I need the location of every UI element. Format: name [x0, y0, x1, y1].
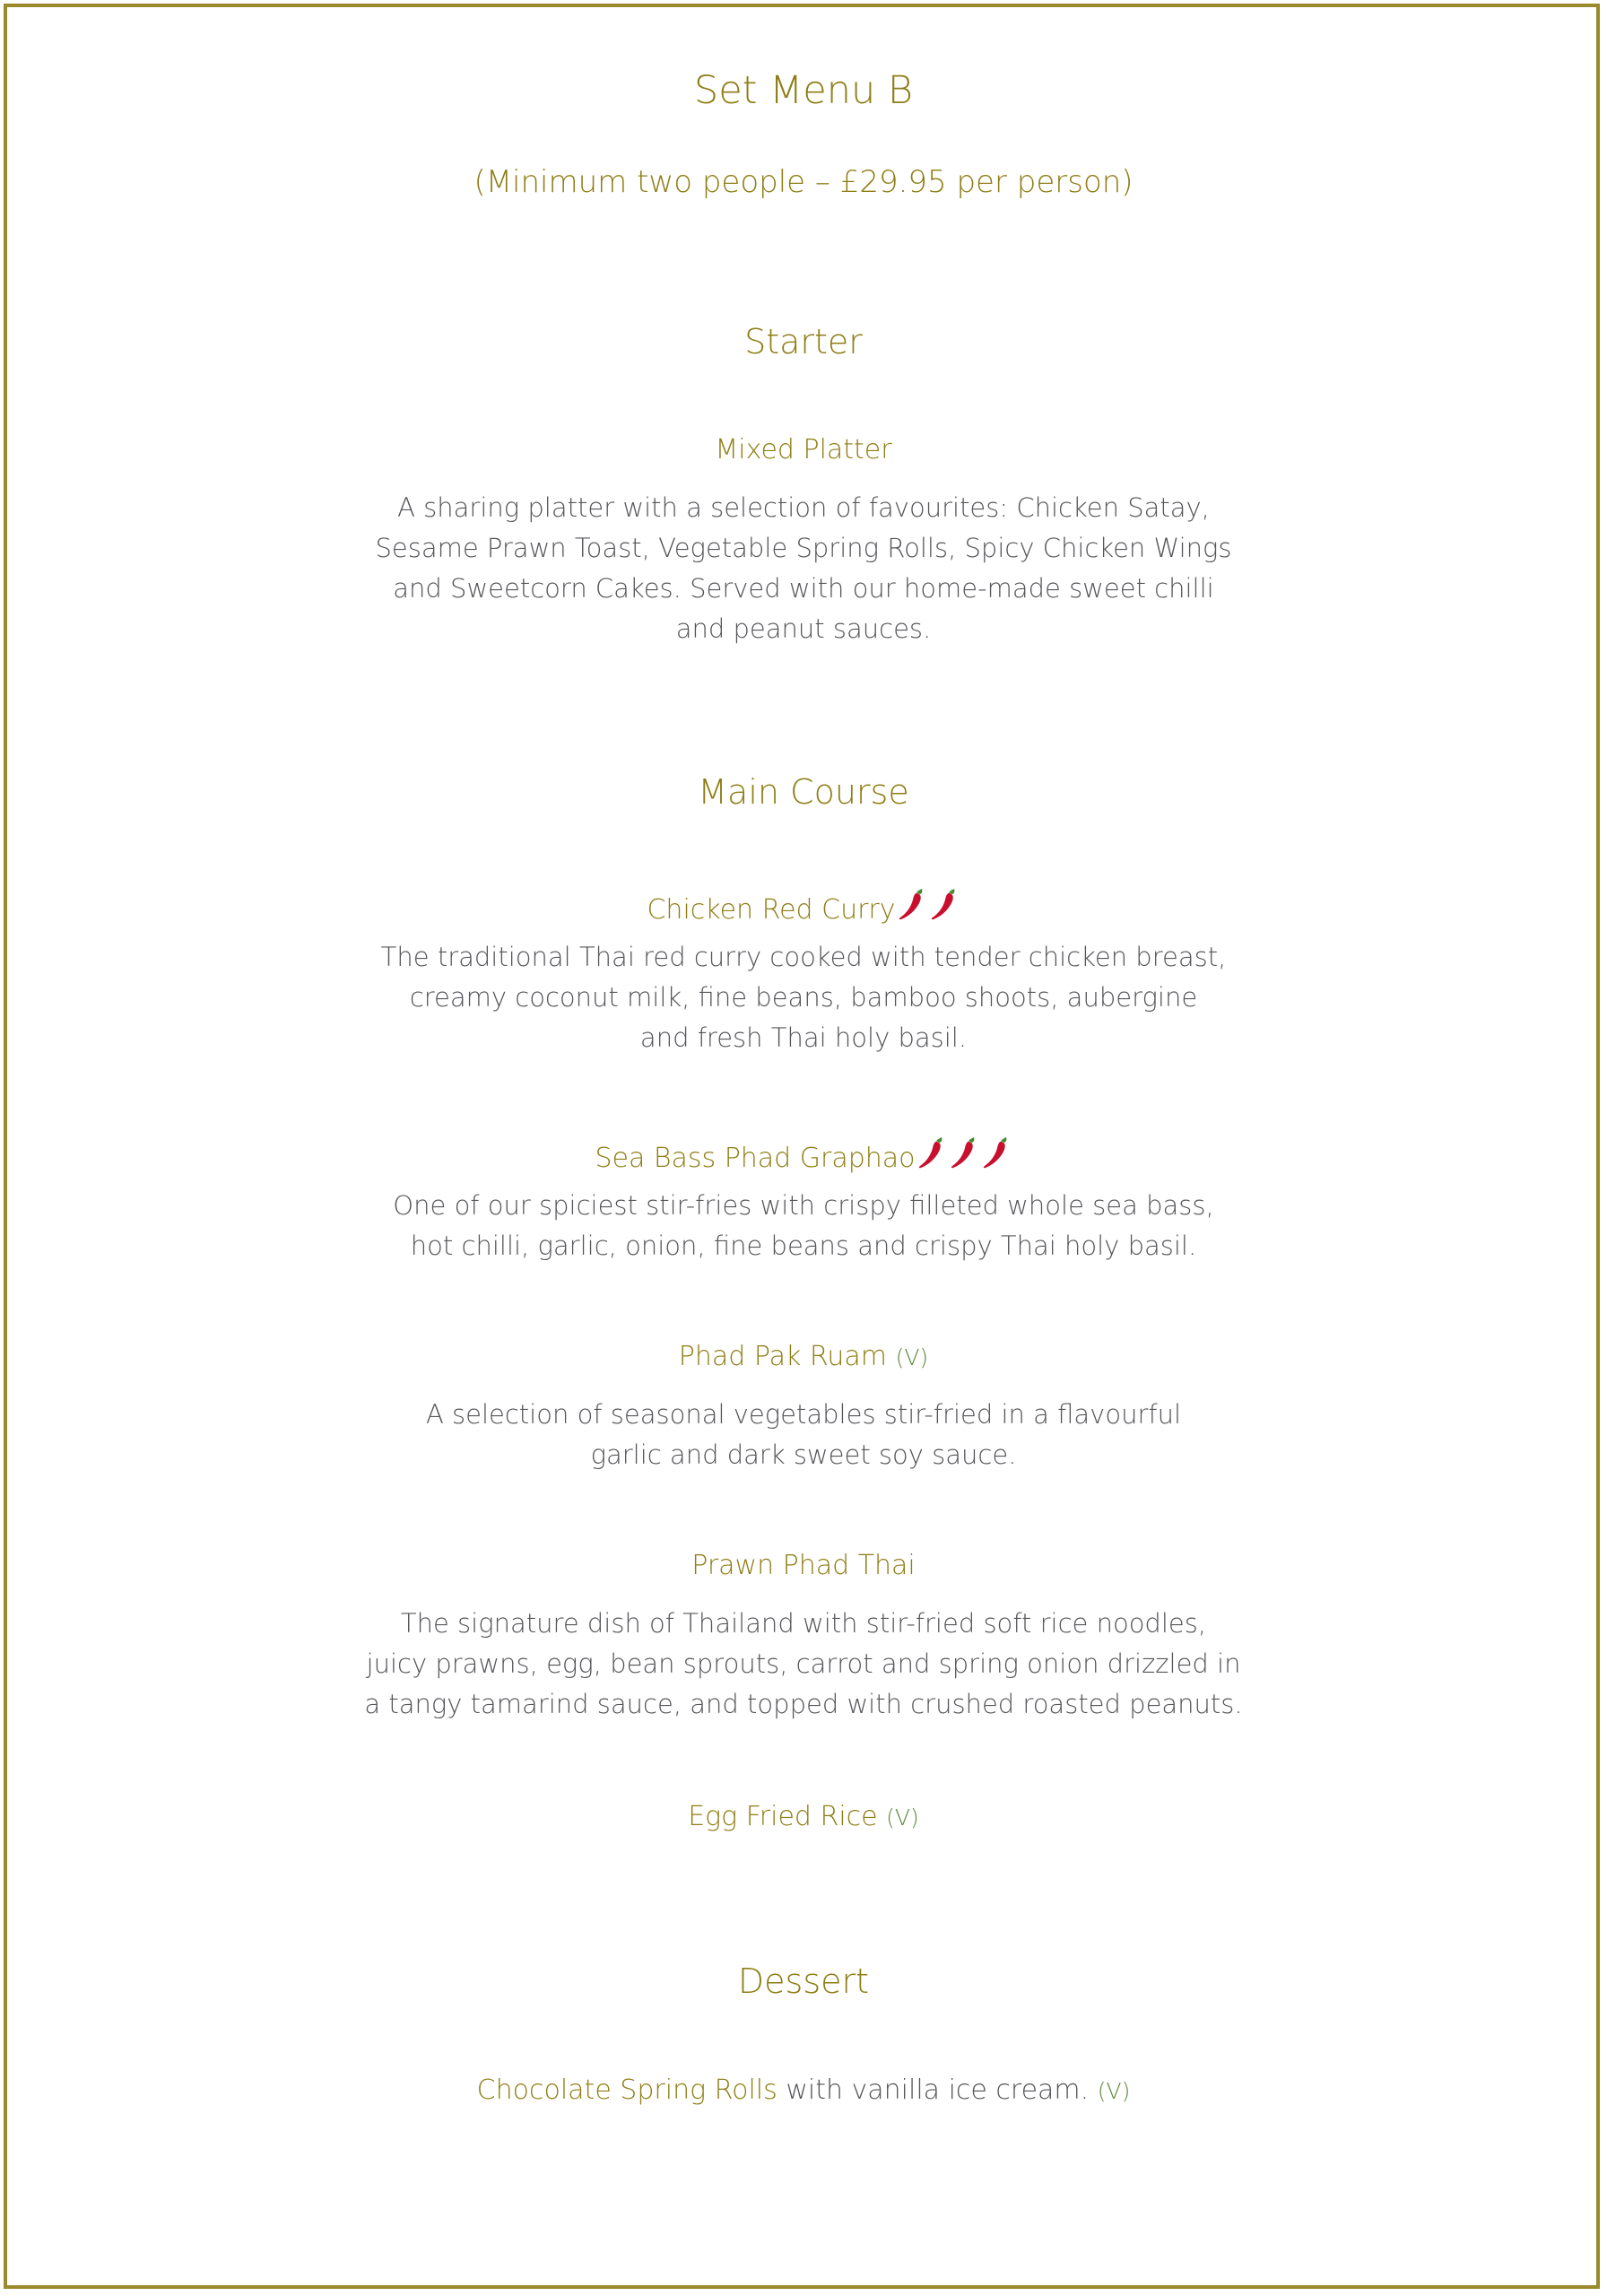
section-heading-main-course: Main Course — [698, 772, 909, 812]
dish-name-egg-fried-rice: Egg Fried Rice — [688, 1801, 878, 1832]
dish-title-sea-bass-phad-graphao — [0, 1135, 1607, 1172]
dish-name-prawn-phad-thai: Prawn Phad Thai — [691, 1550, 916, 1581]
menu-subtitle: (Minimum two people – £29.95 per person) — [473, 164, 1134, 200]
dish-name-chicken-red-curry: Chicken Red Curry — [647, 894, 896, 926]
description-line: and fresh Thai holy basil. — [639, 1022, 968, 1053]
chilli-pepper-icon — [930, 886, 960, 922]
description-line: juicy prawns, egg, bean sprouts, carrot and spring onion drizzled in — [366, 1648, 1241, 1679]
dish-description-prawn-phad-thai — [0, 1604, 1607, 1725]
description-line: The signature dish of Thailand with stir-fried soft rice noodles, — [400, 1608, 1207, 1639]
dish-name-phad-pak-ruam: Phad Pak Ruam — [678, 1341, 888, 1372]
chilli-pepper-icon — [982, 1135, 1012, 1170]
dish-title-phad-pak-ruam — [0, 1341, 1607, 1372]
description-line: garlic and dark sweet soy sauce. — [590, 1439, 1017, 1470]
section-heading-dessert: Dessert — [737, 1961, 870, 2001]
menu-title: Set Menu B — [693, 68, 914, 113]
description-line: and Sweetcorn Cakes. Served with our home-made sweet chilli — [393, 573, 1214, 604]
description-line: A sharing platter with a selection of favourites: Chicken Satay, — [397, 492, 1210, 523]
dish-description-chicken-red-curry — [0, 937, 1607, 1058]
dish-title-chicken-red-curry — [0, 886, 1607, 924]
description-line: A selection of seasonal vegetables stir-fried in a flavourful — [425, 1399, 1182, 1430]
dish-title-egg-fried-rice — [0, 1801, 1607, 1832]
vegetarian-badge: (V) — [1097, 2078, 1131, 2104]
description-line: and peanut sauces. — [675, 613, 932, 644]
section-heading-starter: Starter — [744, 322, 863, 361]
dish-description-mixed-platter — [0, 488, 1607, 649]
chilli-pepper-icon — [898, 886, 928, 922]
dessert-line — [0, 2074, 1607, 2106]
dessert-description: with vanilla ice cream. — [777, 2074, 1098, 2106]
vegetarian-badge: (V) — [895, 1344, 929, 1370]
dish-name-mixed-platter: Mixed Platter — [715, 434, 892, 465]
description-line: creamy coconut milk, fine beans, bamboo shoots, aubergine — [409, 982, 1198, 1013]
vegetarian-badge: (V) — [886, 1805, 919, 1831]
dish-description-sea-bass-phad-graphao — [0, 1186, 1607, 1266]
dish-description-phad-pak-ruam — [0, 1395, 1607, 1475]
description-line: a tangy tamarind sauce, and topped with crushed roasted peanuts. — [364, 1689, 1243, 1719]
dessert-name: Chocolate Spring Rolls — [476, 2074, 777, 2106]
description-line: Sesame Prawn Toast, Vegetable Spring Rolls, Spicy Chicken Wings — [375, 533, 1232, 563]
description-line: The traditional Thai red curry cooked with tender chicken breast, — [380, 942, 1227, 972]
description-line: hot chilli, garlic, onion, fine beans and crispy Thai holy basil. — [410, 1231, 1197, 1261]
chilli-pepper-icon — [917, 1135, 948, 1170]
description-line: One of our spiciest stir-fries with crispy filleted whole sea bass, — [393, 1190, 1214, 1221]
dish-name-sea-bass-phad-graphao: Sea Bass Phad Graphao — [595, 1143, 916, 1174]
chilli-pepper-icon — [950, 1135, 980, 1170]
